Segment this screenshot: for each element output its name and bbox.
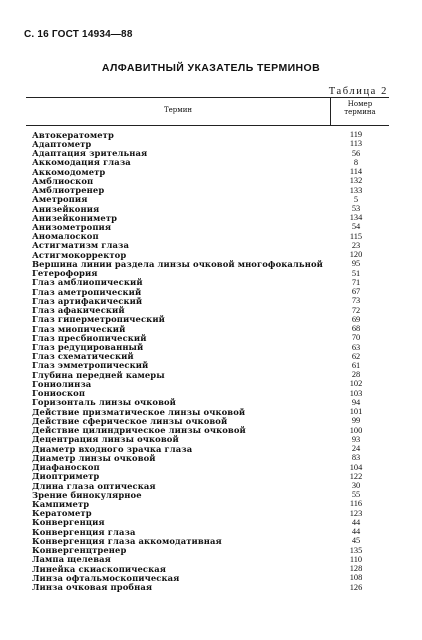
column-header-number-line1: Номер (347, 100, 373, 108)
term-number-cell: 30 (351, 481, 361, 491)
term-number-cell: 28 (351, 370, 361, 380)
term-number-cell: 70 (351, 333, 361, 343)
term-cell: Действие цилиндрическое линзы очковой (32, 425, 246, 436)
term-cell: Действие призматическое линзы очковой (32, 406, 246, 417)
term-cell: Лампа щелевая (32, 554, 111, 565)
term-cell: Глаз гиперметропический (32, 314, 165, 325)
table-row (32, 546, 392, 555)
table-row (32, 342, 392, 351)
term-cell: Действие сферическое линзы очковой (32, 415, 228, 426)
table-row (32, 213, 392, 222)
term-number-cell: 132 (349, 176, 363, 186)
table-row (32, 444, 392, 453)
term-cell: Глаз амблиопический (32, 277, 143, 288)
table-row (32, 241, 392, 250)
table-row (32, 379, 392, 388)
term-number-cell: 24 (351, 444, 361, 454)
table-row (32, 167, 392, 176)
table-row (32, 490, 392, 499)
term-cell: Горизонталь линзы очковой (32, 397, 176, 408)
term-number-cell: 72 (351, 305, 361, 315)
term-number-cell: 54 (351, 222, 361, 232)
table-row (32, 222, 392, 231)
term-number-cell: 122 (349, 471, 363, 481)
term-number-cell: 45 (351, 536, 361, 546)
term-number-cell: 56 (351, 148, 361, 158)
term-cell: Анизейкония (32, 203, 100, 214)
term-cell: Зрение бинокулярное (32, 489, 142, 500)
table-header-rule (26, 125, 389, 126)
term-cell: Анизометропия (32, 221, 112, 232)
term-cell: Кампиметр (32, 499, 90, 509)
term-cell: Автокератометр (32, 129, 114, 140)
terms-table-body (32, 130, 392, 592)
table-row (32, 573, 392, 582)
term-number-cell: 115 (349, 231, 363, 241)
term-cell: Длина глаза оптическая (32, 480, 156, 491)
table-row (32, 148, 392, 157)
term-cell: Астигмокорректор (32, 249, 127, 260)
term-number-cell: 101 (349, 407, 363, 417)
term-cell: Диаметр входного зрачка глаза (32, 443, 193, 454)
term-cell: Кератометр (32, 508, 92, 519)
table-row (32, 407, 392, 416)
term-number-cell: 119 (349, 130, 363, 140)
term-number-cell: 94 (351, 397, 361, 407)
term-cell: Аномалоскоп (32, 231, 99, 242)
table-row (32, 398, 392, 407)
table-row (32, 324, 392, 333)
term-number-cell: 83 (351, 453, 361, 463)
table-row (32, 462, 392, 471)
term-cell: Глаз миопический (32, 323, 126, 334)
term-number-cell: 51 (351, 268, 361, 278)
term-number-cell: 61 (351, 360, 361, 370)
table-row (32, 481, 392, 490)
term-cell: Амблиотренер (32, 185, 105, 196)
table-row (32, 509, 392, 518)
table-row (32, 130, 392, 139)
column-header-number-line2: термина (344, 108, 376, 116)
table-row (32, 453, 392, 462)
table-row (32, 536, 392, 545)
term-number-cell: 73 (351, 296, 361, 306)
term-number-cell: 95 (351, 259, 361, 269)
table-row (32, 416, 392, 425)
table-row (32, 555, 392, 564)
term-cell: Глаз редуцированный (32, 342, 144, 353)
term-cell: Адаптация зрительная (32, 148, 148, 159)
table-row (32, 518, 392, 527)
term-cell: Гониоскоп (32, 388, 86, 399)
term-cell: Конвергенция глаза (32, 526, 136, 537)
table-row (32, 139, 392, 148)
column-header-number (331, 100, 389, 116)
term-number-cell: 53 (351, 203, 361, 213)
term-cell: Глаз артифакический (32, 295, 143, 306)
table-row (32, 582, 392, 591)
page-header: С. 16 ГОСТ 14934—88 (24, 29, 133, 40)
term-number-cell: 134 (349, 213, 363, 223)
table-row (32, 305, 392, 314)
term-cell: Децентрация линзы очковой (32, 434, 179, 445)
term-number-cell: 103 (349, 388, 363, 398)
table-row (32, 278, 392, 287)
term-number-cell: 110 (349, 554, 363, 564)
term-number-cell: 5 (353, 194, 359, 204)
term-number-cell: 23 (351, 240, 361, 250)
term-number-cell: 123 (349, 508, 363, 518)
term-cell: Линза очковая пробная (32, 582, 153, 593)
table-row (32, 370, 392, 379)
table-row (32, 287, 392, 296)
term-cell: Глаз схематический (32, 351, 134, 362)
term-number-cell: 114 (349, 167, 363, 177)
term-cell: Конвергенцтренер (32, 545, 127, 556)
table-row (32, 352, 392, 361)
term-number-cell: 8 (353, 157, 359, 167)
table-row (32, 259, 392, 268)
index-title: АЛФАВИТНЫЙ УКАЗАТЕЛЬ ТЕРМИНОВ (101, 62, 321, 74)
term-cell: Вершина линии раздела линзы очковой многофокальной (32, 258, 323, 269)
term-number-cell: 55 (351, 490, 361, 500)
table-top-rule (26, 97, 389, 98)
table-row (32, 296, 392, 305)
term-cell: Аккомодометр (32, 166, 106, 177)
term-number-cell: 68 (351, 324, 361, 334)
table-row (32, 435, 392, 444)
table-row (32, 361, 392, 370)
term-number-cell: 62 (351, 351, 361, 361)
term-number-cell: 126 (349, 582, 363, 592)
column-header-term: Термин (163, 106, 193, 114)
table-row (32, 333, 392, 342)
term-cell: Аккомодация глаза (32, 157, 131, 168)
table-row (32, 176, 392, 185)
term-cell: Адаптометр (32, 138, 92, 149)
table-row (32, 389, 392, 398)
term-number-cell: 71 (351, 277, 361, 287)
term-cell: Глубина передней камеры (32, 369, 165, 380)
table-row (32, 527, 392, 536)
term-number-cell: 100 (349, 425, 363, 435)
table-row (32, 564, 392, 573)
term-number-cell: 63 (351, 342, 361, 352)
term-cell: Диафаноскоп (32, 462, 100, 473)
term-number-cell: 99 (351, 416, 361, 426)
table-row (32, 204, 392, 213)
term-cell: Гетерофория (32, 268, 98, 279)
table-row (32, 185, 392, 194)
table-row (32, 499, 392, 508)
term-cell: Астигматизм глаза (32, 240, 130, 251)
term-number-cell: 135 (349, 545, 363, 555)
term-number-cell: 113 (349, 139, 363, 149)
term-number-cell: 108 (349, 573, 363, 583)
table-row (32, 195, 392, 204)
term-cell: Диоптриметр (32, 471, 100, 482)
term-cell: Анизейкониметр (32, 212, 118, 223)
term-cell: Линза офтальмоскопическая (32, 572, 180, 583)
term-number-cell: 44 (351, 527, 361, 537)
term-cell: Глаз пресбиопический (32, 332, 147, 343)
term-cell: Аметропия (32, 194, 88, 205)
term-number-cell: 69 (351, 314, 361, 324)
term-number-cell: 93 (351, 434, 361, 444)
term-number-cell: 128 (349, 564, 363, 574)
table-row (32, 426, 392, 435)
table-row (32, 472, 392, 481)
term-cell: Глаз аметропический (32, 286, 142, 297)
term-number-cell: 116 (349, 499, 363, 509)
table-row (32, 232, 392, 241)
table-row (32, 158, 392, 167)
term-number-cell: 67 (351, 287, 361, 297)
table-row (32, 250, 392, 259)
table-row (32, 269, 392, 278)
term-cell: Диаметр линзы очковой (32, 452, 156, 463)
term-cell: Амблиоскоп (32, 175, 94, 186)
term-cell: Конвергенция глаза аккомодативная (32, 535, 222, 546)
table-label: Таблица 2 (328, 86, 388, 97)
term-cell: Линейка скиаскопическая (32, 563, 167, 574)
term-number-cell: 104 (349, 462, 363, 472)
term-number-cell: 133 (349, 185, 363, 195)
term-number-cell: 120 (349, 250, 363, 260)
term-cell: Конвергенция (32, 517, 105, 528)
term-cell: Глаз афакический (32, 305, 125, 316)
term-number-cell: 44 (351, 517, 361, 527)
term-number-cell: 102 (349, 379, 363, 389)
term-cell: Гониолинза (32, 378, 92, 389)
table-row (32, 315, 392, 324)
term-cell: Глаз эмметропический (32, 360, 149, 371)
